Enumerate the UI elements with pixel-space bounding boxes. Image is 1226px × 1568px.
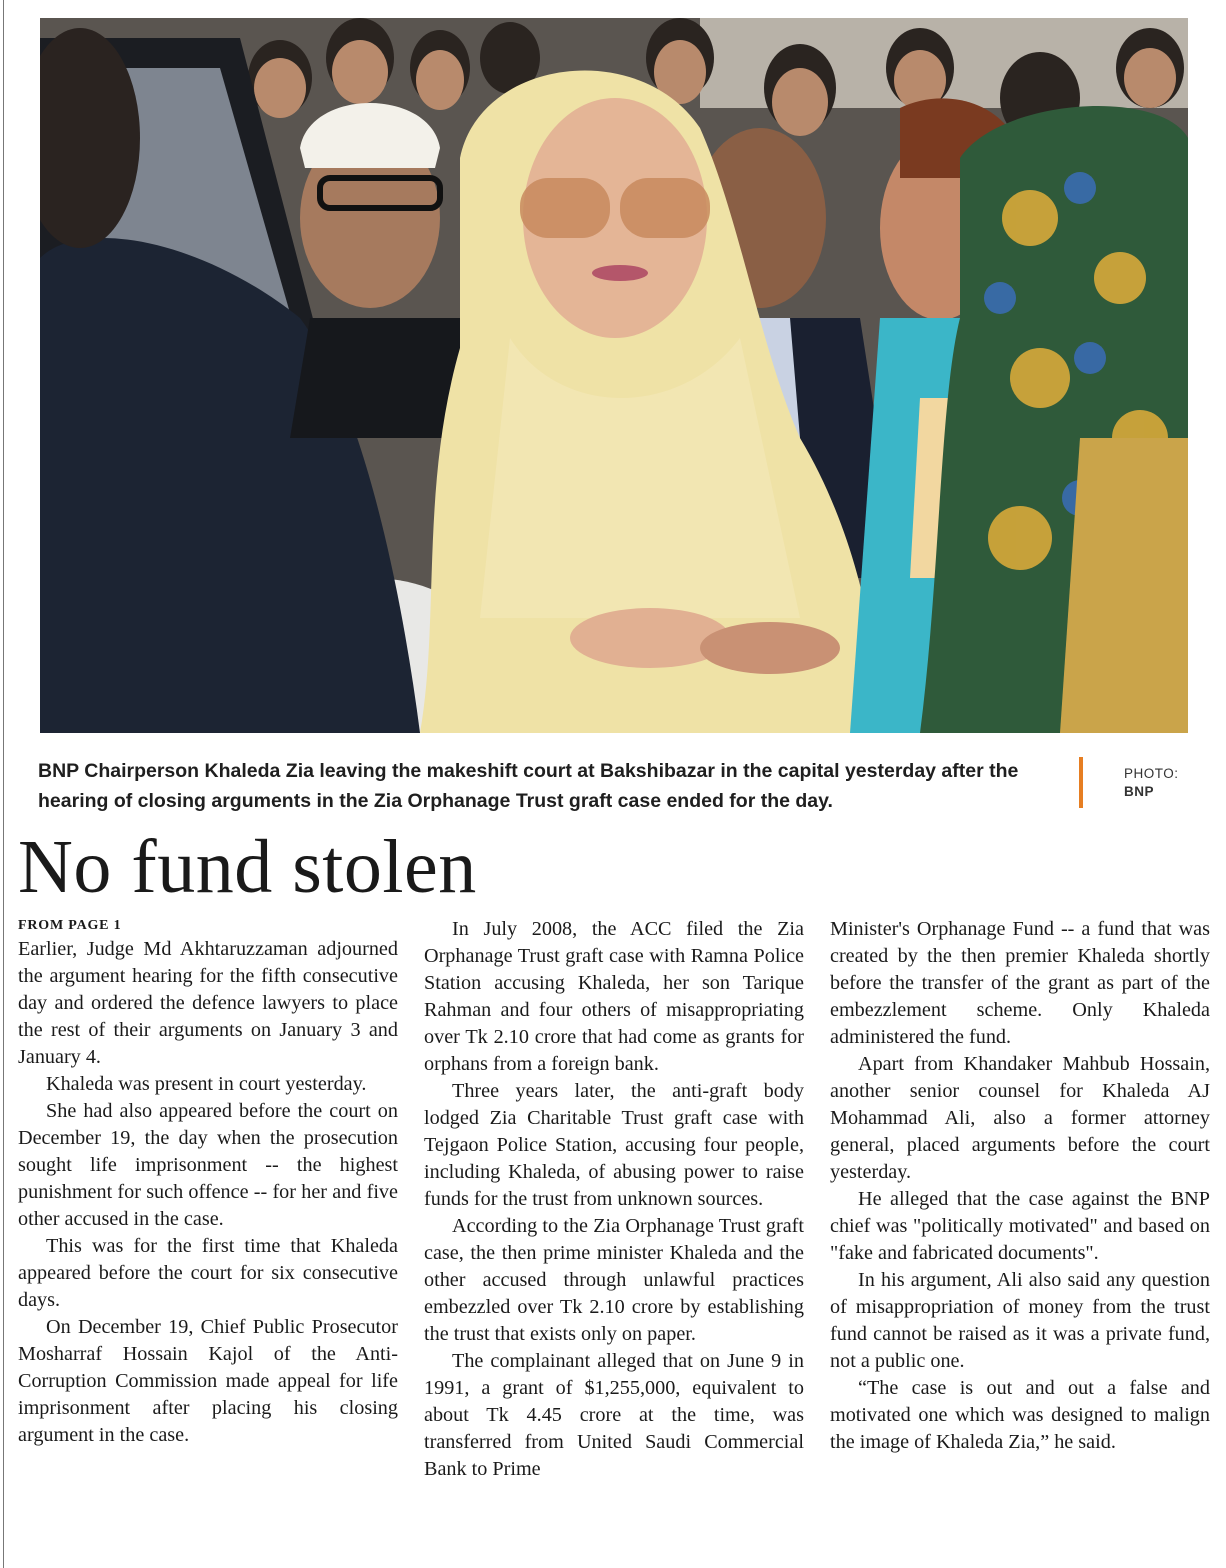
photo-caption: BNP Chairperson Khaleda Zia leaving the makeshift court at Bakshibazar in the capital yesterday after the hearing of closing arguments in the Zia Orphanage Trust graft case ended for the day. (38, 760, 1019, 812)
paragraph: He alleged that the case against the BNP chief was "politically motivated" and based on "fake and fabricated documents". (830, 1188, 1210, 1264)
paragraph: In July 2008, the ACC filed the Zia Orphanage Trust graft case with Ramna Police Station accusing Khaleda, her son Tarique Rahman and four others of misappropriating over Tk 2.10 crore that had come as grants for orphans from a foreign bank. (424, 918, 804, 1075)
paragraph: Minister's Orphanage Fund -- a fund that was created by the then premier Khaleda shortly before the transfer of the grant as part of the embezzlement scheme. Only Khaleda administered the fund. (830, 918, 1210, 1048)
photo-illustration (40, 18, 1188, 733)
paragraph: Apart from Khandaker Mahbub Hossain, another senior counsel for Khaleda AJ Mohammad Ali, also a former attorney general, placed arguments before the court yesterday. (830, 1053, 1210, 1183)
paragraph: This was for the first time that Khaleda appeared before the court for six consecutive days. (18, 1235, 398, 1311)
paragraph: “The case is out and out a false and motivated one which was designed to malign the image of Khaleda Zia,” he said. (830, 1377, 1210, 1453)
photo-credit (1124, 765, 1179, 801)
article-column-1 (18, 916, 398, 1449)
paragraph: Earlier, Judge Md Akhtaruzzaman adjourned the argument hearing for the fifth consecutive day and ordered the defence lawyers to place the rest of their arguments on January 3 and January 4. (18, 938, 398, 1068)
news-photo (40, 18, 1188, 733)
paragraph: On December 19, Chief Public Prosecutor Mosharraf Hossain Kajol of the Anti-Corruption Commission made appeal for life imprisonment after placing his closing argument in the case. (18, 1316, 398, 1446)
paragraph: Three years later, the anti-graft body lodged Zia Charitable Trust graft case with Tejgaon Police Station, accusing four people, including Khaleda, of abusing power to raise funds for the trust from unknown sources. (424, 1080, 804, 1210)
paragraph: The complainant alleged that on June 9 in 1991, a grant of $1,255,000, equivalent to about Tk 4.45 crore at the time, was transferred from United Saudi Commercial Bank to Prime (424, 1350, 804, 1480)
paragraph: She had also appeared before the court on December 19, the day when the prosecution sought life imprisonment -- the highest punishment for such offence -- for her and five other accused in the case. (18, 1100, 398, 1230)
headline: No fund stolen (18, 825, 477, 909)
article-column-2 (424, 916, 804, 1483)
paragraph: Khaleda was present in court yesterday. (46, 1073, 367, 1095)
photo-credit-label: PHOTO: (1124, 766, 1179, 781)
paragraph: In his argument, Ali also said any question of misappropriation of money from the trust fund cannot be raised as it was a private fund, not a public one. (830, 1269, 1210, 1372)
article-column-3 (830, 916, 1210, 1456)
paragraph: According to the Zia Orphanage Trust graft case, the then prime minister Khaleda and the other accused through unlawful practices embezzled over Tk 2.10 crore by establishing the trust that exists only on paper. (424, 1215, 804, 1345)
caption-accent-bar (1079, 757, 1083, 808)
page-edge-rule (3, 0, 4, 1568)
kicker: FROM PAGE 1 (18, 918, 122, 933)
photo-credit-source: BNP (1124, 784, 1155, 799)
